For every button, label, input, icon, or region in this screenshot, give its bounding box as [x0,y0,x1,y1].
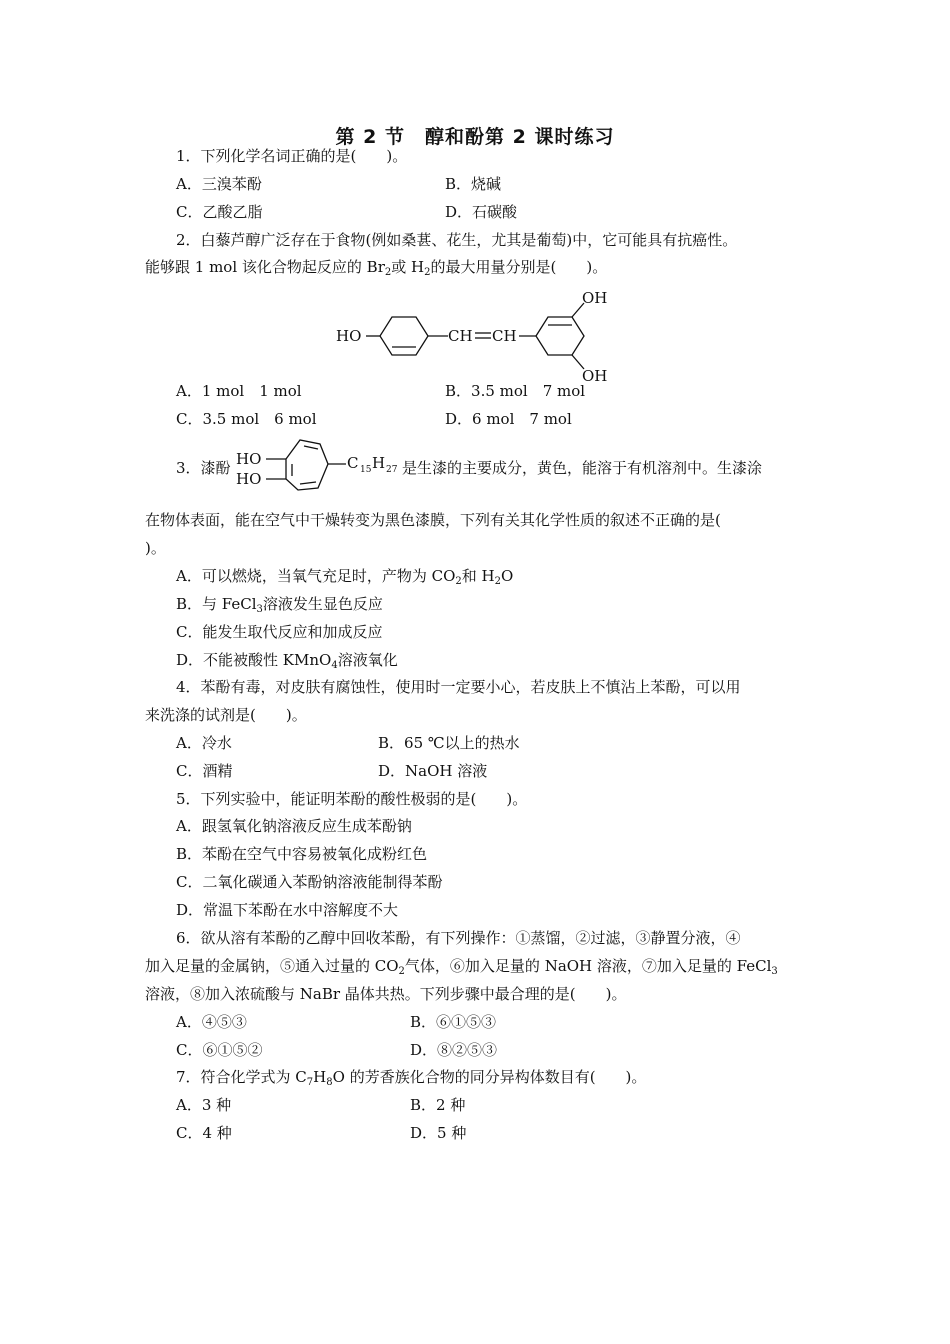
q5-stem: 5．下列实验中，能证明苯酚的酸性极弱的是( )。 [176,790,528,808]
q1-option-c: C．乙酸乙脂 [176,203,263,221]
svg-text:OH: OH [582,367,608,385]
q2-stem-line2: 能够跟 1 mol 该化合物起反应的 $Br_2$或 $H_2$的最大用量分别是( )。 [145,258,608,278]
q1-option-a: A．三溴苯酚 [176,175,262,193]
q4-option-a: A．冷水 [176,734,232,752]
q2-option-a: A．1 mol 1 mol [176,382,302,400]
q1-stem: 1．下列化学名词正确的是( )。 [176,147,408,165]
q7-stem: 7．符合化学式为 $C_7H_8O$ 的芳香族化合物的同分异构体数目有( )。 [176,1068,647,1088]
q7-option-a: A．3 种 [176,1096,232,1114]
q7-option-c: C．4 种 [176,1124,232,1142]
q7-option-b: B．2 种 [410,1096,466,1114]
svg-text:CH: CH [492,327,517,345]
q7-option-d: D．5 种 [410,1124,467,1142]
q3-option-d: D．不能被酸性 KMnO$_4$溶液氧化 [176,651,398,671]
q6-stem-line2: 加入足量的金属钠，⑤通入过量的 $CO_2$气体，⑥加入足量的 NaOH 溶液，⑦加入足量的 FeCl$_3$ [145,957,778,977]
q6-option-d: D．⑧②⑤③ [410,1041,498,1059]
q6-stem-line3: 溶液，⑧加入浓硫酸与 NaBr 晶体共热。下列步骤中最合理的是( )。 [145,985,627,1003]
q4-stem-line2: 来洗涤的试剂是( )。 [145,706,307,724]
q3-option-a: A．可以燃烧，当氧气充足时，产物为 $CO_2$和 $H_2O$ [176,567,514,587]
q3-stem-line2: 在物体表面，能在空气中干燥转变为黑色漆膜，下列有关其化学性质的叙述不正确的是( [145,511,721,529]
resveratrol-structure [330,285,620,385]
q3-prefix: 3．漆酚 [176,459,231,477]
svg-text:HO: HO [236,470,262,488]
q1-option-d: D．石碳酸 [445,203,518,221]
q5-option-d: D．常温下苯酚在水中溶解度不大 [176,901,399,919]
svg-text:C: C [347,454,359,472]
q3-option-c: C．能发生取代反应和加成反应 [176,623,383,641]
q6-option-c: C．⑥①⑤② [176,1041,263,1059]
page-title: 第 2 节 醇和酚第 2 课时练习 [335,126,615,148]
q4-option-c: C．酒精 [176,762,233,780]
q5-option-b: B．苯酚在空气中容易被氧化成粉红色 [176,845,428,863]
urushiol-structure [232,434,412,500]
svg-text:15: 15 [360,465,372,475]
q5-option-a: A．跟氢氧化钠溶液反应生成苯酚钠 [176,817,412,835]
q4-stem-line1: 4．苯酚有毒，对皮肤有腐蚀性，使用时一定要小心，若皮肤上不慎沾上苯酚，可以用 [176,678,741,696]
q4-option-b: B．65 ℃以上的热水 [378,734,520,752]
svg-text:27: 27 [386,465,398,475]
q3-stem-line3: )。 [145,539,166,557]
svg-text:H: H [372,454,386,472]
svg-text:CH: CH [448,327,473,345]
q2-stem-line1: 2．白藜芦醇广泛存在于食物(例如桑葚、花生，尤其是葡萄)中，它可能具有抗癌性。 [176,231,738,249]
q3-stem-line1: 是生漆的主要成分，黄色，能溶于有机溶剂中。生漆涂 [402,459,763,477]
q1-option-b: B．烧碱 [445,175,502,193]
q6-option-b: B．⑥①⑤③ [410,1013,497,1031]
q6-stem-line1: 6．欲从溶有苯酚的乙醇中回收苯酚，有下列操作：①蒸馏，②过滤，③静置分液，④ [176,929,741,947]
q5-option-c: C．二氧化碳通入苯酚钠溶液能制得苯酚 [176,873,443,891]
q2-option-d: D．6 mol 7 mol [445,410,572,428]
q3-option-b: B．与 FeCl$_3$溶液发生显色反应 [176,595,383,615]
q2-option-c: C．3.5 mol 6 mol [176,410,317,428]
svg-text:OH: OH [582,289,608,307]
svg-text:HO: HO [336,327,362,345]
q4-option-d: D．NaOH 溶液 [378,762,488,780]
q6-option-a: A．④⑤③ [176,1013,247,1031]
svg-text:HO: HO [236,450,262,468]
q2-option-b: B．3.5 mol 7 mol [445,382,586,400]
